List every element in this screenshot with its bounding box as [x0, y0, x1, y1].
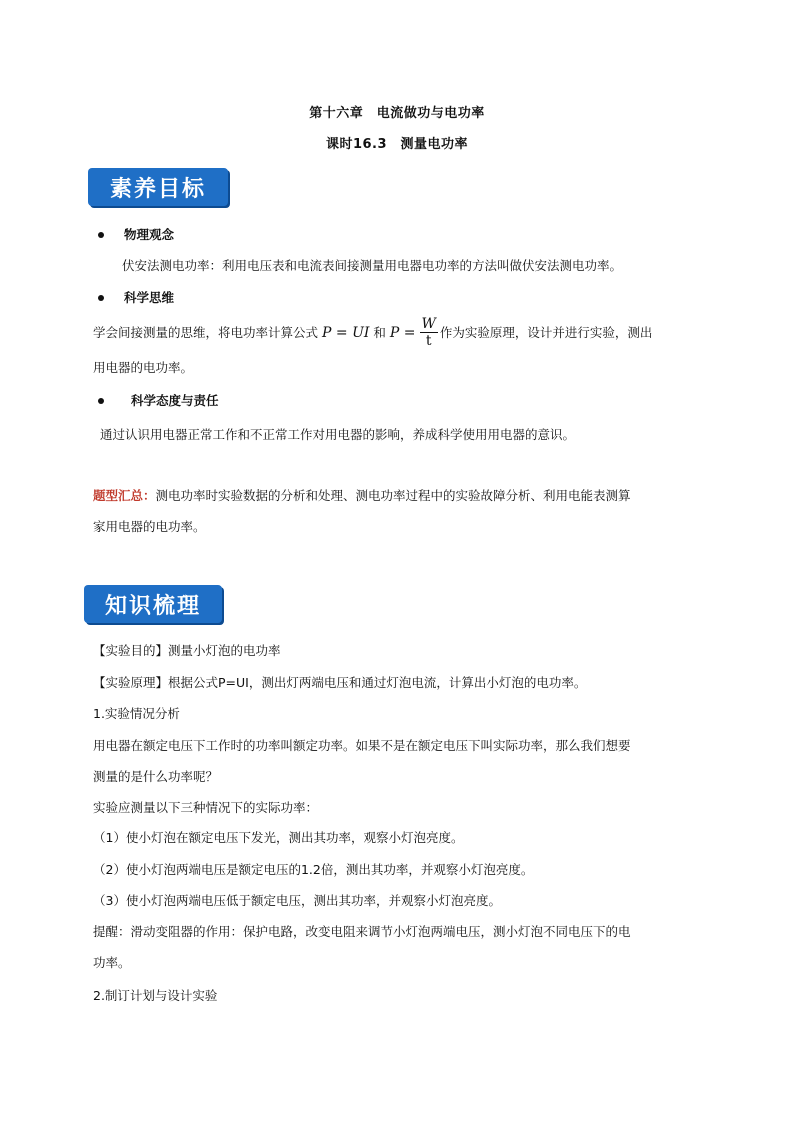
bullet-icon	[98, 295, 104, 301]
science-thinking-text	[93, 316, 652, 349]
fraction-denominator: t	[425, 333, 432, 349]
attitude-title: 科学态度与责任	[131, 393, 219, 408]
and-word: 和	[373, 324, 386, 340]
formula-fraction	[420, 316, 438, 349]
formula-power-lhs: P =	[389, 324, 416, 341]
knowledge-line: 【实验原理】根据公式P=UI，测出灯两端电压和通过灯泡电流，计算出小灯泡的电功率。	[93, 675, 587, 690]
knowledge-banner: 知识梳理	[84, 585, 222, 623]
chapter-title: 第十六章 电流做功与电功率	[309, 106, 485, 121]
bullet-icon	[98, 398, 104, 404]
goals-banner: 素养目标	[88, 168, 228, 206]
knowledge-line: 实验应测量以下三种情况下的实际功率：	[93, 800, 319, 815]
knowledge-line: 用电器在额定电压下工作时的功率叫额定功率。如果不是在额定电压下叫实际功率，那么我们想要	[93, 738, 631, 753]
knowledge-line: 2.制订计划与设计实验	[93, 988, 218, 1003]
summary-text1: 测电功率时实验数据的分析和处理、测电功率过程中的实验故障分析、利用电能表测算	[155, 488, 631, 503]
knowledge-line: 提醒：滑动变阻器的作用：保护电路，改变电阻来调节小灯泡两端电压，测小灯泡不同电压下的电	[93, 924, 631, 939]
science-thinking-title: 科学思维	[124, 290, 175, 305]
knowledge-line: 功率。	[93, 955, 131, 970]
knowledge-line: （2）使小灯泡两端电压是额定电压的1.2倍，测出其功率，并观察小灯泡亮度。	[93, 862, 534, 877]
knowledge-line: （3）使小灯泡两端电压低于额定电压，测出其功率，并观察小灯泡亮度。	[93, 893, 501, 908]
bullet-icon	[98, 232, 104, 238]
summary-line2: 家用电器的电功率。	[93, 519, 206, 534]
science-thinking-line2: 用电器的电功率。	[93, 360, 194, 375]
knowledge-line: 1.实验情况分析	[93, 706, 180, 721]
knowledge-line: 【实验目的】测量小灯泡的电功率	[93, 643, 281, 658]
attitude-text: 通过认识用电器正常工作和不正常工作对用电器的影响，养成科学使用用电器的意识。	[100, 427, 576, 442]
science-thinking-pre: 学会间接测量的思维，将电功率计算公式	[93, 324, 319, 340]
formula-power-ui: P = UI	[322, 324, 370, 341]
fraction-numerator: W	[421, 316, 436, 332]
knowledge-line: 测量的是什么功率呢？	[93, 769, 219, 784]
lesson-title: 课时16.3 测量电功率	[325, 137, 469, 152]
physics-concept-title: 物理观念	[124, 227, 175, 242]
summary-label: 题型汇总：	[93, 488, 156, 503]
science-thinking-post: 作为实验原理，设计并进行实验，测出	[439, 324, 653, 340]
physics-concept-text: 伏安法测电功率：利用电压表和电流表间接测量用电器电功率的方法叫做伏安法测电功率。	[122, 258, 623, 273]
knowledge-line: （1）使小灯泡在额定电压下发光，测出其功率，观察小灯泡亮度。	[93, 830, 464, 845]
summary-line1	[93, 488, 631, 504]
